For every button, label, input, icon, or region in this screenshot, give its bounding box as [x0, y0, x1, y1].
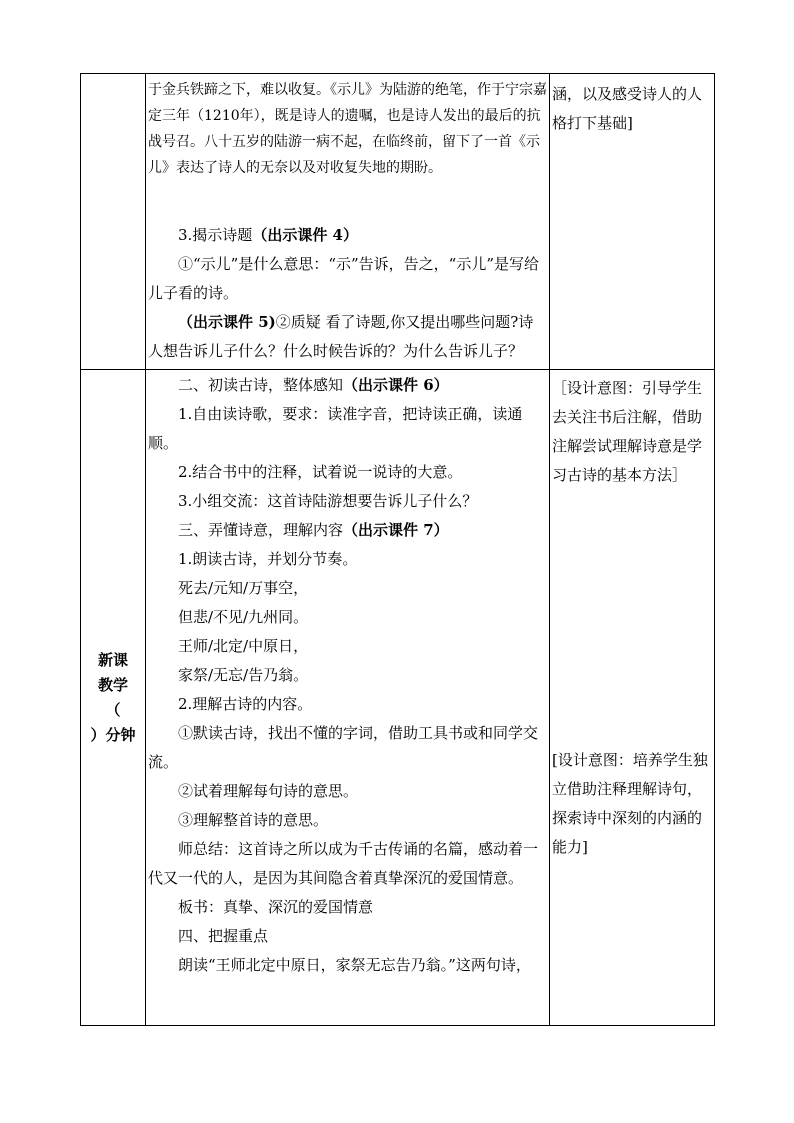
list-item: 2.理解古诗的内容。 [178, 695, 313, 713]
question-text: ②质疑 看了诗题,你又提出哪些问题?诗人想告诉儿子什么？什么时候告诉的？为什么告诉儿子？ [148, 313, 534, 360]
board-writing: 板书：真挚、深沉的爱国情意 [178, 898, 374, 916]
poem-line: 但悲/不见/九州同。 [178, 608, 309, 626]
poem-line: 王师/北定/中原日， [178, 637, 309, 655]
list-item: 2.结合书中的注释，试着说一说诗的大意。 [178, 463, 463, 481]
content-cell [146, 370, 550, 1026]
section-title: 四、把握重点 [178, 927, 269, 945]
courseware-ref: （出示课件 4） [252, 226, 358, 244]
lesson-plan-table [80, 73, 715, 1026]
table-row [81, 370, 715, 1026]
section-title [148, 371, 547, 400]
list-item: ①默读古诗，找出不懂的字词，借助工具书或和同学交流。 [148, 724, 539, 771]
list-item: ②试着理解每句诗的意思。 [178, 782, 359, 800]
design-note-cell [550, 74, 715, 370]
list-item: 3.小组交流：这首诗陆游想要告诉儿子什么？ [178, 492, 478, 510]
stage-label: 新课教学 [97, 650, 128, 694]
courseware-ref: （出示课件 7） [343, 521, 449, 539]
list-item: 1.自由读诗歌，要求：读准字音，把诗读正确，读通顺。 [148, 405, 523, 452]
reveal-title-text: 3.揭示诗题 [178, 226, 253, 244]
reveal-title [148, 221, 547, 250]
question-paragraph [148, 308, 547, 366]
section-title-text: 二、初读古诗，整体感知 [178, 376, 344, 394]
table-row [81, 74, 715, 370]
key-point-text: 朗读“王师北定中原日，家祭无忘告乃翁。”这两句诗， [178, 956, 531, 974]
stage-label-minutes: ）分钟 [90, 725, 136, 744]
courseware-ref: （出示课件 5) [178, 313, 276, 331]
stage-cell [81, 370, 146, 1026]
list-item: ③理解整首诗的意思。 [178, 811, 329, 829]
design-note: ［设计意图：引导学生去关注书后注解，借助注解尝试理解诗意是学习古诗的基本方法］ [552, 379, 703, 484]
teacher-summary: 师总结：这首诗之所以成为千古传诵的名篇，感动着一代又一代的人，是因为其间隐含着真挚深沉的爱国情意。 [148, 840, 539, 887]
poem-line: 家祭/无忘/告乃翁。 [178, 666, 309, 684]
background-paragraph: 于金兵铁蹄之下，难以收复。《示儿》为陆游的绝笔，作于宁宗嘉定三年（1210年），既是诗人的遗嘱，也是诗人发出的最后的抗战号召。八十五岁的陆游一病不起，在临终前，留下了一首《示儿》表达了诗人的无奈以及对收复失地的期盼。 [148, 82, 547, 176]
title-meaning: ①“示儿”是什么意思：“示”告诉，告之，“示儿”是写给儿子看的诗。 [148, 255, 540, 302]
design-note-cell [550, 370, 715, 1026]
section-title-text: 三、弄懂诗意，理解内容 [178, 521, 344, 539]
section-title [148, 516, 547, 545]
courseware-ref: （出示课件 6） [343, 376, 449, 394]
list-item: 1.朗读古诗，并划分节奏。 [178, 550, 358, 568]
stage-cell-empty [81, 74, 146, 370]
stage-label-open: （ [105, 700, 121, 719]
design-note: 涵，以及感受诗人的人格打下基础] [552, 85, 703, 132]
content-cell [146, 74, 550, 370]
design-note: [设计意图：培养学生独立借助注释理解诗句，探索诗中深刻的内涵的能力] [552, 751, 708, 856]
poem-line: 死去/元知/万事空， [178, 579, 309, 597]
